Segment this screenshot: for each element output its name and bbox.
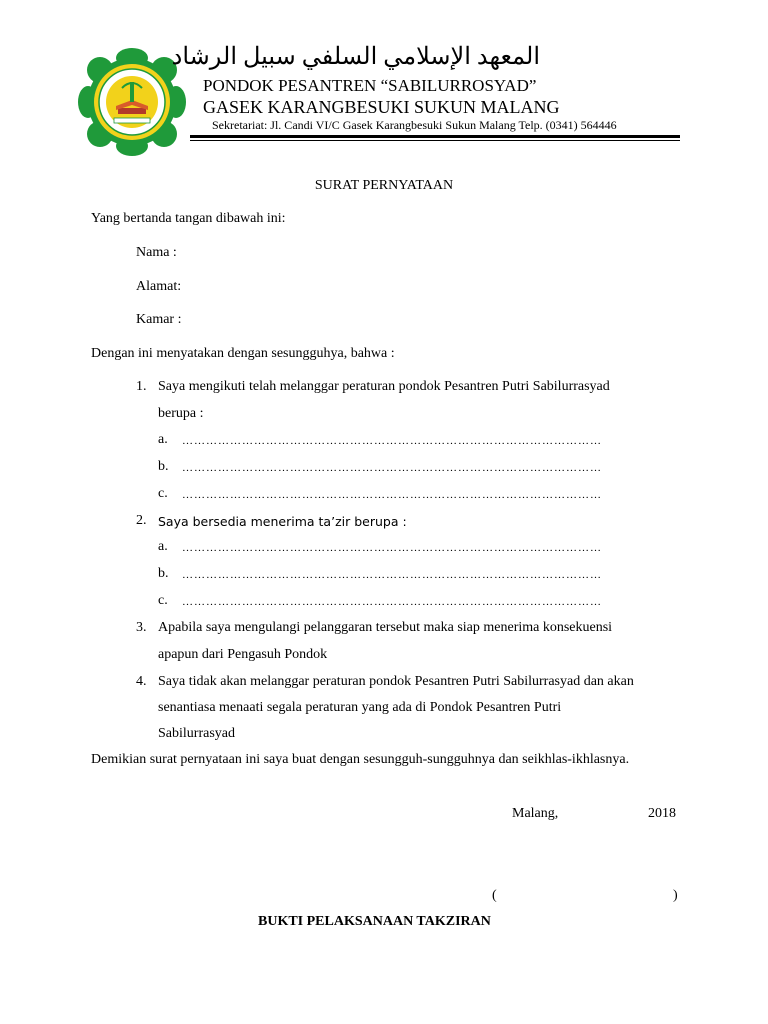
- field-alamat: Alamat:: [136, 279, 182, 294]
- item-2-sub-b-dots: ……………………………………………………………………………………………: [182, 569, 602, 581]
- footer-title: BUKTI PELAKSANAAN TAKZIRAN: [258, 914, 491, 929]
- header-line1: PONDOK PESANTREN “SABILURROSYAD”: [203, 76, 537, 95]
- signature-paren-open: (: [492, 888, 497, 903]
- item-1-number: 1.: [136, 379, 147, 394]
- item-2-sub-a-dots: ……………………………………………………………………………………………: [182, 542, 602, 554]
- item-2-sub-a-label: a.: [158, 539, 168, 554]
- item-1-sub-a-label: a.: [158, 432, 168, 447]
- signature-year: 2018: [648, 806, 676, 821]
- closing-text: Demikian surat pernyataan ini saya buat dengan sesungguh-sungguhnya dan seikhlas-ikhlasnya.: [91, 752, 630, 767]
- item-1-sub-a-dots: ……………………………………………………………………………………………: [182, 435, 602, 447]
- header-address: Sekretariat: Jl. Candi VI/C Gasek Karangbesuki Sukun Malang Telp. (0341) 564446: [212, 118, 617, 132]
- institution-logo: [78, 48, 186, 156]
- item-2-sub-c-label: c.: [158, 593, 168, 608]
- item-4-line3: Sabilurrasyad: [158, 726, 235, 741]
- item-3-number: 3.: [136, 620, 147, 635]
- signature-paren-close: ): [673, 888, 678, 903]
- item-4-line2: senantiasa menaati segala peraturan yang ada di Pondok Pesantren Putri: [158, 700, 562, 715]
- item-3-line2: apapun dari Pengasuh Pondok: [158, 647, 328, 662]
- intro-text: Yang bertanda tangan dibawah ini:: [91, 211, 286, 226]
- header-rule-thick: [190, 135, 680, 138]
- statement-text: Dengan ini menyatakan dengan sesungguhya, bahwa :: [91, 346, 395, 361]
- field-nama: Nama :: [136, 245, 177, 260]
- item-4-line1: Saya tidak akan melanggar peraturan pondok Pesantren Putri Sabilurrasyad dan akan: [158, 674, 634, 689]
- header-line2: GASEK KARANGBESUKI SUKUN MALANG: [203, 97, 560, 117]
- header-rule-thin: [190, 140, 680, 141]
- arabic-title: المعهد الإسلامي السلفي سبيل الرشاد: [171, 44, 540, 70]
- document-title: SURAT PERNYATAAN: [314, 178, 454, 193]
- signature-place: Malang,: [512, 806, 559, 821]
- item-1-sub-b-label: b.: [158, 459, 169, 474]
- item-1-sub-c-label: c.: [158, 486, 168, 501]
- item-2-sub-b-label: b.: [158, 566, 169, 581]
- field-kamar: Kamar :: [136, 312, 182, 327]
- item-2-line1: Saya bersedia menerima ta’zir berupa :: [158, 514, 407, 529]
- item-4-number: 4.: [136, 674, 147, 689]
- item-2-number: 2.: [136, 513, 147, 528]
- item-2-sub-c-dots: ……………………………………………………………………………………………: [182, 596, 602, 608]
- item-3-line1: Apabila saya mengulangi pelanggaran tersebut maka siap menerima konsekuensi: [158, 620, 613, 635]
- item-1-line1: Saya mengikuti telah melanggar peraturan pondok Pesantren Putri Sabilurrasyad: [158, 379, 610, 394]
- item-1-line2: berupa :: [158, 406, 204, 421]
- item-1-sub-c-dots: ……………………………………………………………………………………………: [182, 489, 602, 501]
- item-1-sub-b-dots: ……………………………………………………………………………………………: [182, 462, 602, 474]
